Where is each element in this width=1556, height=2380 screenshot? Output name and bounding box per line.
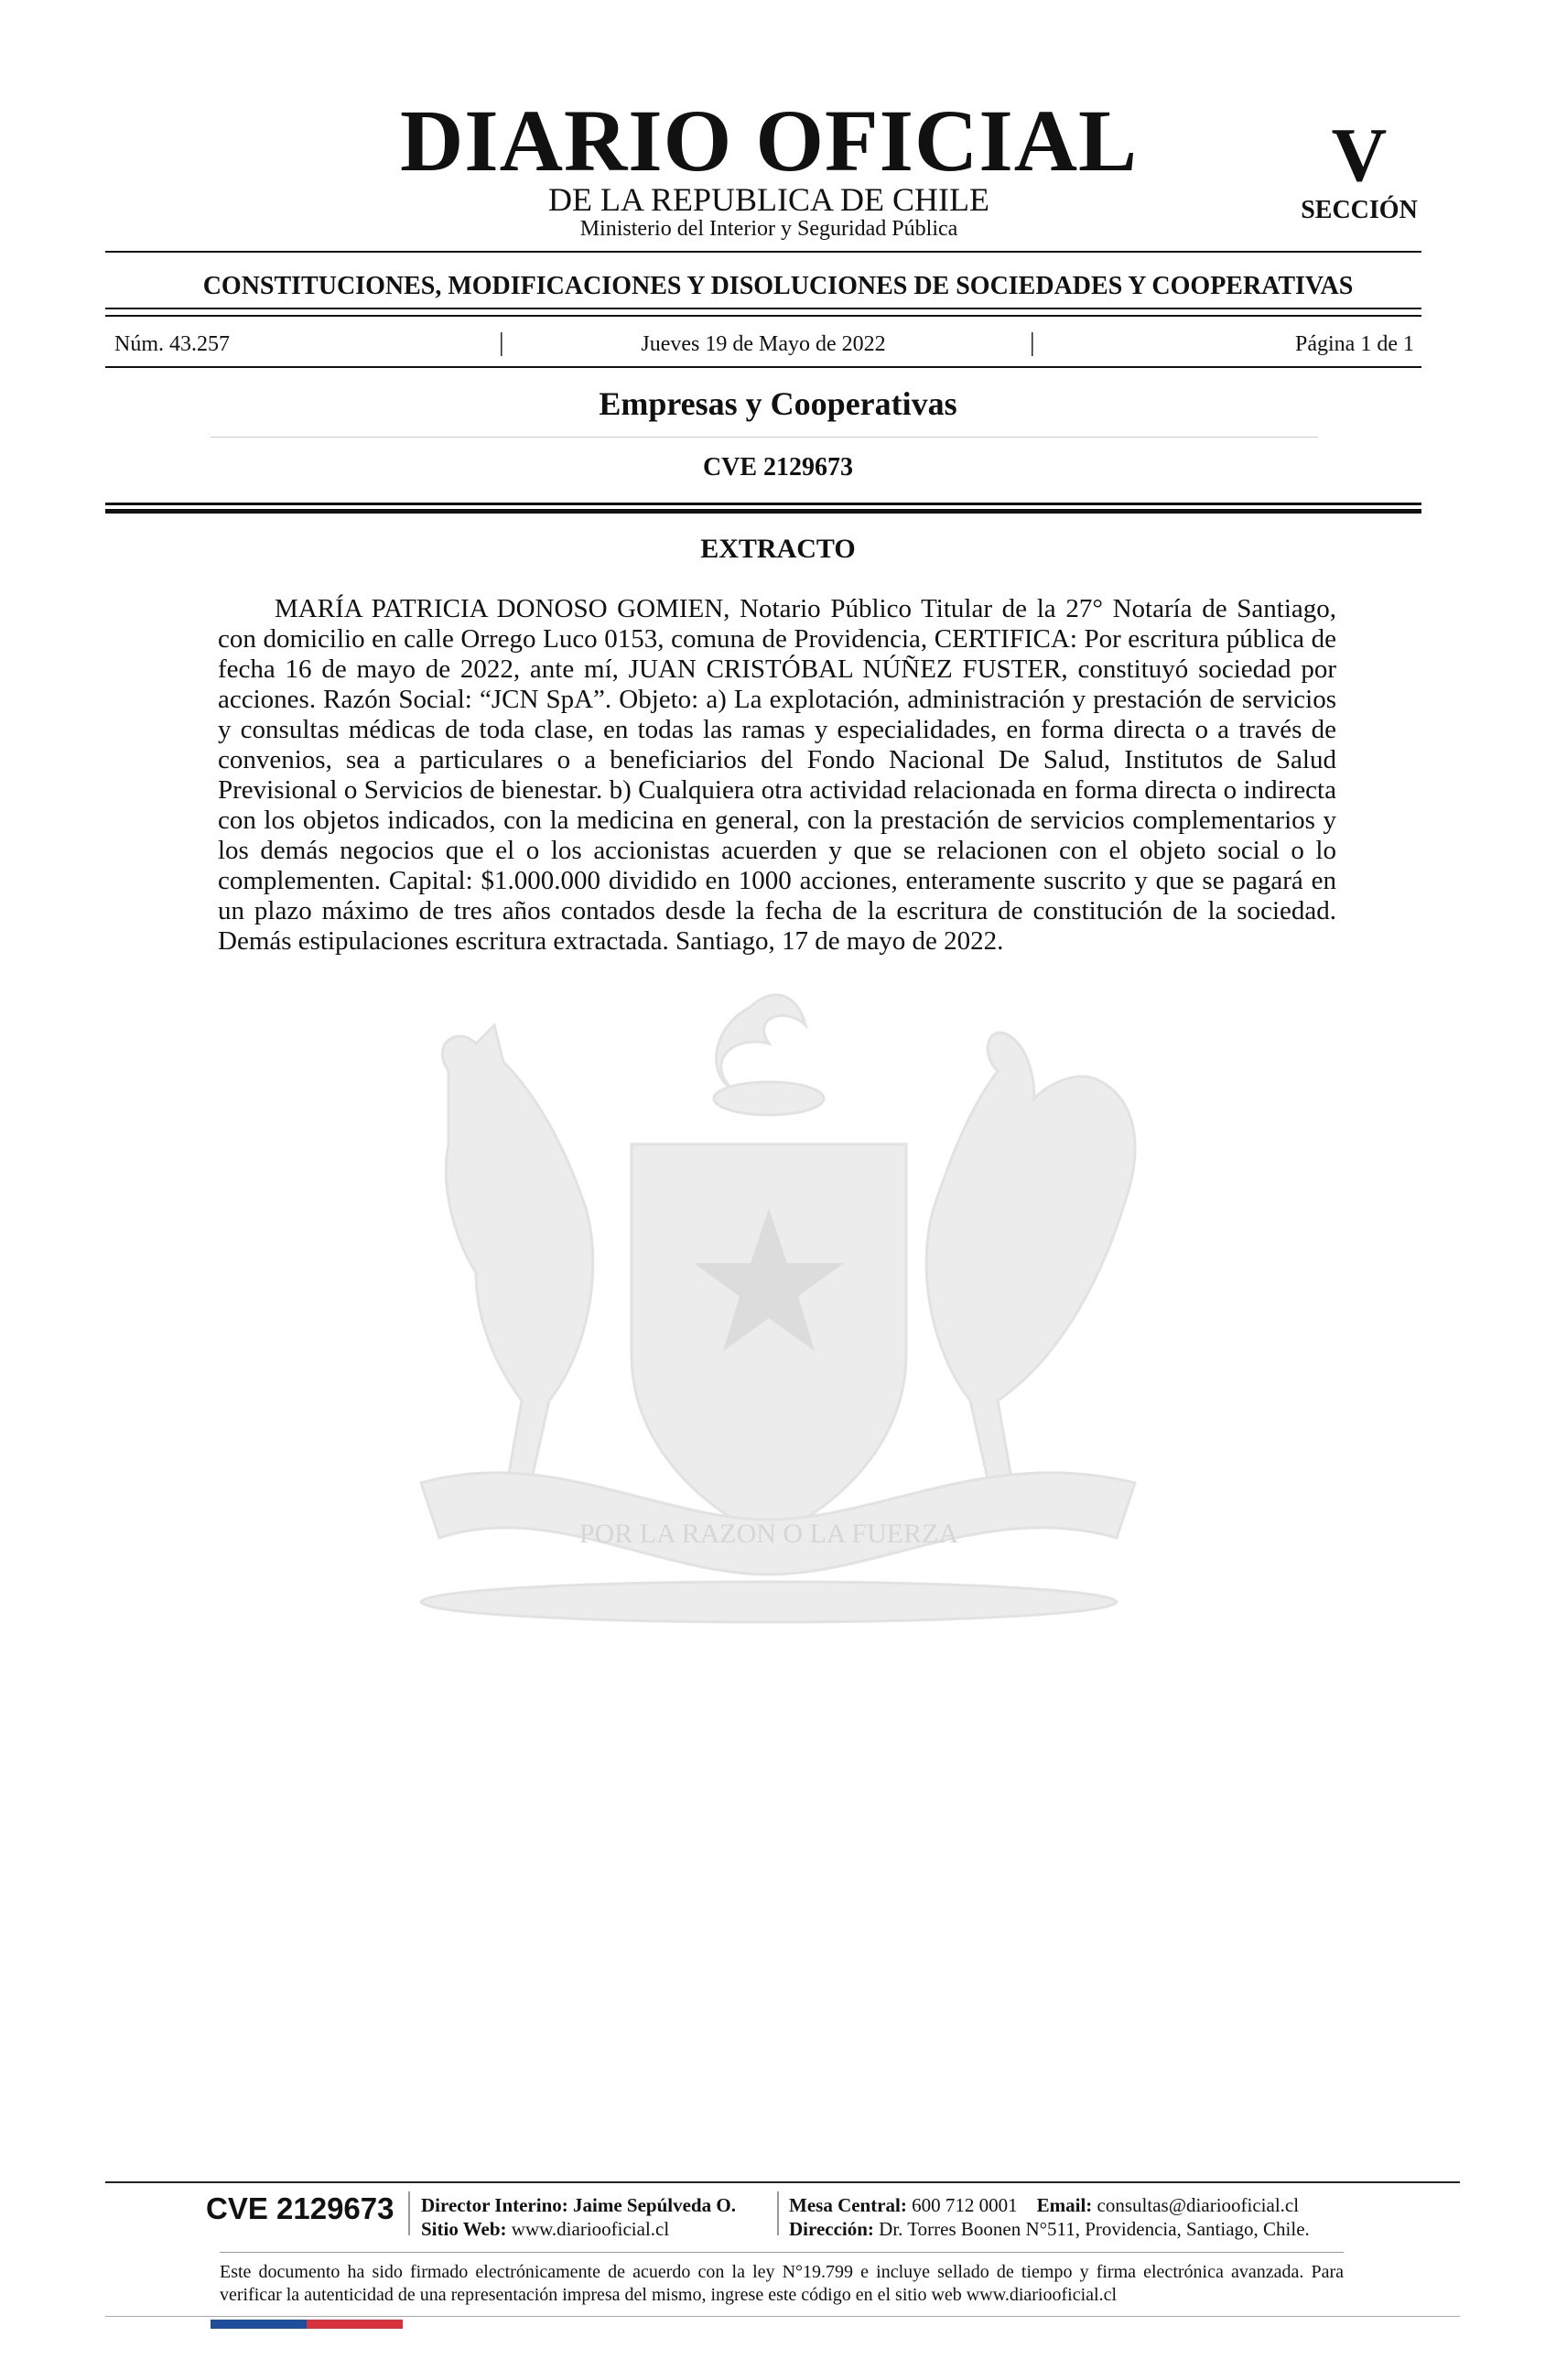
issue-separator: |	[1030, 329, 1035, 357]
divider	[105, 509, 1421, 514]
director-label: Director Interino:	[421, 2194, 568, 2216]
flag-stripe-red	[307, 2320, 403, 2329]
email-link[interactable]: consultas@diariooficial.cl	[1097, 2194, 1300, 2216]
ministry-name: Ministerio del Interior y Seguridad Pública	[579, 217, 958, 241]
footer-legal-note: Este documento ha sido firmado electrónicamente de acuerdo con la ley N°19.799 e incluye sellado de tiempo y firma electrónica avanzada. Para verificar la autenticidad de una representación impresa del mismo, ingrese este código en el sitio web www.diariooficial.cl	[220, 2262, 1344, 2305]
thin-divider	[211, 437, 1318, 438]
issue-separator: |	[499, 329, 504, 357]
motto-text: POR LA RAZON O LA FUERZA	[578, 1519, 959, 1549]
website-label: Sitio Web:	[421, 2218, 507, 2240]
footer-separator	[408, 2191, 410, 2235]
phone-value: 600 712 0001	[912, 2194, 1018, 2216]
footer-cve-code: CVE 2129673	[206, 2191, 394, 2225]
footer-separator	[777, 2191, 779, 2235]
phone-label: Mesa Central:	[789, 2194, 907, 2216]
document-type: EXTRACTO	[700, 534, 856, 564]
divider	[105, 315, 1421, 317]
footer-divider	[105, 2181, 1460, 2183]
cve-code: CVE 2129673	[702, 453, 854, 481]
newspaper-subtitle: DE LA REPUBLICA DE CHILE	[548, 181, 989, 218]
footer-divider	[220, 2252, 1344, 2253]
masthead	[0, 92, 1556, 247]
footer-contact-column	[789, 2193, 1310, 2241]
issue-number: Núm. 43.257	[114, 332, 230, 356]
flag-stripe-blue	[211, 2320, 307, 2329]
director-name: Jaime Sepúlveda O.	[573, 2194, 736, 2216]
extract-body: MARÍA PATRICIA DONOSO GOMIEN, Notario Público Titular de la 27° Notaría de Santiago, con domicilio en calle Orrego Luco 0153, comuna de Providencia, CERTIFICA: Por escritura pública de fecha 16 de mayo de 2022, ante mí, JUAN CRISTÓBAL NÚÑEZ FUSTER, constituyó sociedad por acciones. Razón Social: “JCN SpA”. Objeto: a) La explotación, administración y prestación de servicios y consultas médicas de toda clase, en todas las ramas y especialidades, en forma directa o a través de convenios, sea a particulares o a beneficiarios del Fondo Nacional De Salud, Institutos de Salud Previsional o Servicios de bienestar. b) Cualquiera otra actividad relacionada en forma directa o indirecta con los objetos indicados, con la medicina en general, con la prestación de servicios complementarios y los demás negocios que el o los accionistas acuerden y que se relacionen con el objeto social o lo complementen. Capital: $1.000.000 dividido en 1000 acciones, enteramente suscrito y que se pagará en un plazo máximo de tres años contados desde la fecha de la escritura de constitución de la sociedad. Demás estipulaciones escritura extractada. Santiago, 17 de mayo de 2022.	[218, 594, 1336, 956]
section-heading: Empresas y Cooperativas	[599, 385, 957, 422]
divider	[105, 251, 1421, 253]
divider	[105, 503, 1421, 505]
coat-of-arms-icon	[275, 970, 1281, 1629]
page-indicator: Página 1 de 1	[1295, 332, 1414, 356]
footer-director-column	[421, 2193, 736, 2241]
address-value: Dr. Torres Boonen N°511, Providencia, Santiago, Chile.	[879, 2218, 1310, 2240]
address-label: Dirección:	[789, 2218, 874, 2240]
footer-divider	[105, 2316, 1460, 2317]
newspaper-title: DIARIO OFICIAL	[399, 92, 1139, 189]
section-label: SECCIÓN	[1301, 196, 1418, 224]
issue-date: Jueves 19 de Mayo de 2022	[641, 332, 886, 356]
divider	[105, 366, 1421, 368]
email-label: Email:	[1036, 2194, 1093, 2216]
section-letter: V	[1331, 113, 1388, 198]
website-link[interactable]: www.diariooficial.cl	[511, 2218, 670, 2240]
divider	[105, 308, 1421, 309]
category-title: CONSTITUCIONES, MODIFICACIONES Y DISOLUCIONES DE SOCIEDADES Y COOPERATIVAS	[202, 272, 1354, 300]
